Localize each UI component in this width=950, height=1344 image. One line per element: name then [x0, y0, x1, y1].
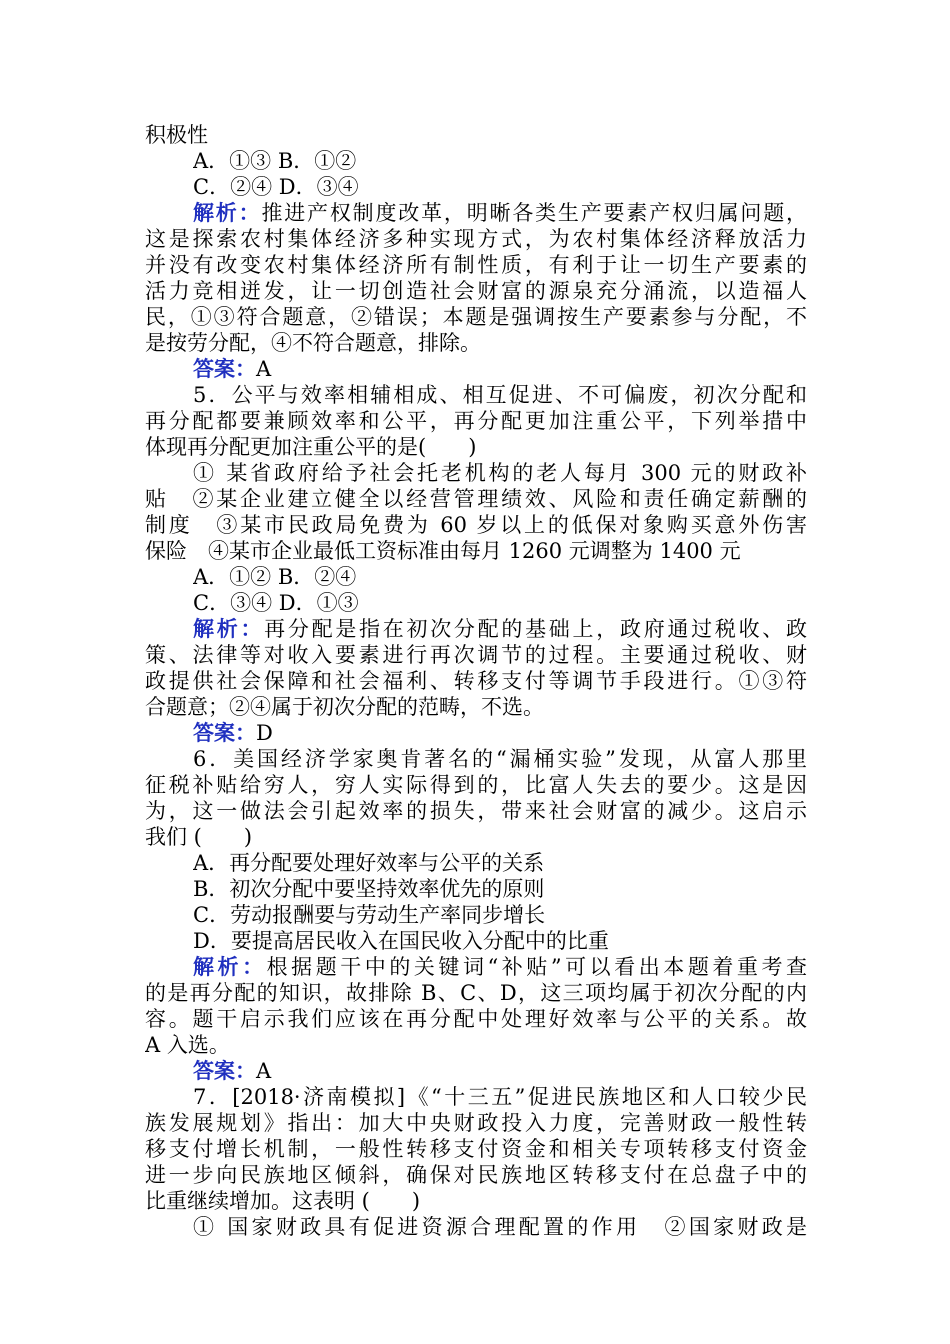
text-line: 并没有改变农村集体经济所有制性质，有利于让一切生产要素的: [145, 253, 807, 277]
text-line: 为，这一做法会引起效率的损失，带来社会财富的减少。这启示: [145, 799, 807, 823]
analysis-text: 根据题干中的关键词“补贴”可以看出本题着重考查: [266, 955, 807, 979]
statement-line: ① 国家财政具有促进资源合理配置的作用 ②国家财政是: [193, 1215, 807, 1239]
answer-label: 答案：: [193, 1058, 256, 1083]
text-line: 再分配都要兼顾效率和公平，再分配更加注重公平，下列举措中: [145, 409, 807, 433]
analysis-line: [193, 954, 807, 980]
analysis-text: 再分配是指在初次分配的基础上，政府通过税收、政: [264, 617, 807, 641]
analysis-label: 解析：: [193, 616, 265, 641]
text-line: 这是探索农村集体经济多种实现方式，为农村集体经济释放活力: [145, 227, 807, 251]
question-line: 5．公平与效率相辅相成、相互促进、不可偏废，初次分配和: [193, 383, 807, 407]
text-line: 合题意；②④属于初次分配的范畴，不选。: [145, 695, 544, 719]
text-line: 族发展规划》指出：加大中央财政投入力度，完善财政一般性转: [145, 1111, 807, 1135]
option-line: D．要提高居民收入在国民收入分配中的比重: [193, 929, 609, 953]
text-line: 移支付增长机制，一般性转移支付资金和相关专项转移支付资金: [145, 1137, 807, 1161]
analysis-line: [193, 200, 807, 226]
text-line: 积极性: [145, 123, 208, 147]
answer-line: [193, 1058, 807, 1084]
question-line: 7．[2018·济南模拟]《“十三五”促进民族地区和人口较少民: [193, 1085, 807, 1109]
text-line: 体现再分配更加注重公平的是( ): [145, 435, 477, 459]
option-line: A．再分配要处理好效率与公平的关系: [193, 851, 545, 875]
text-line: 是按劳分配，④不符合题意，排除。: [145, 331, 481, 355]
text-line: 征税补贴给穷人，穷人实际得到的，比富人失去的要少。这是因: [145, 773, 807, 797]
text-line: 民，①③符合题意，②错误；本题是强调按生产要素参与分配，不: [145, 305, 807, 329]
option-line: C．③④ D．①③: [193, 591, 359, 615]
answer-value: D: [256, 721, 273, 745]
answer-label: 答案：: [193, 720, 256, 745]
option-line: B．初次分配中要坚持效率优先的原则: [193, 877, 545, 901]
option-line: A．①③ B．①②: [193, 149, 357, 173]
answer-value: A: [256, 357, 272, 381]
text-line: 政提供社会保障和社会福利、转移支付等调节手段进行。①③符: [145, 669, 807, 693]
text-line: A 入选。: [145, 1033, 230, 1057]
text-line: 进一步向民族地区倾斜，确保对民族地区转移支付在总盘子中的: [145, 1163, 807, 1187]
answer-label: 答案：: [193, 356, 256, 381]
text-line: 贴 ②某企业建立健全以经营管理绩效、风险和责任确定薪酬的: [145, 487, 807, 511]
analysis-label: 解析：: [193, 200, 262, 225]
text-line: 制度 ③某市民政局免费为 60 岁以上的低保对象购买意外伤害: [145, 513, 807, 537]
statement-line: ① 某省政府给予社会托老机构的老人每月 300 元的财政补: [193, 461, 807, 485]
option-line: A．①② B．②④: [193, 565, 357, 589]
text-line: 的是再分配的知识，故排除 B、C、D，这三项均属于初次分配的内: [145, 981, 807, 1005]
option-line: C．②④ D．③④: [193, 175, 359, 199]
answer-value: A: [256, 1059, 272, 1083]
text-line: 策、法律等对收入要素进行再次调节的过程。主要通过税收、财: [145, 643, 807, 667]
text-line: 我们 ( ): [145, 825, 253, 849]
text-line: 容。题干启示我们应该在再分配中处理好效率与公平的关系。故: [145, 1007, 807, 1031]
text-line: 比重继续增加。这表明 ( ): [145, 1189, 421, 1213]
question-line: 6．美国经济学家奥肯著名的“漏桶实验”发现，从富人那里: [193, 747, 807, 771]
analysis-label: 解析：: [193, 954, 267, 979]
text-line: 活力竞相迸发，让一切创造社会财富的源泉充分涌流，以造福人: [145, 279, 807, 303]
answer-line: [193, 720, 807, 746]
analysis-line: [193, 616, 807, 642]
text-line: 保险 ④某市企业最低工资标准由每月 1260 元调整为 1400 元: [145, 539, 741, 563]
analysis-text: 推进产权制度改革，明晰各类生产要素产权归属问题，: [261, 201, 807, 225]
option-line: C．劳动报酬要与劳动生产率同步增长: [193, 903, 546, 927]
answer-line: [193, 356, 807, 382]
